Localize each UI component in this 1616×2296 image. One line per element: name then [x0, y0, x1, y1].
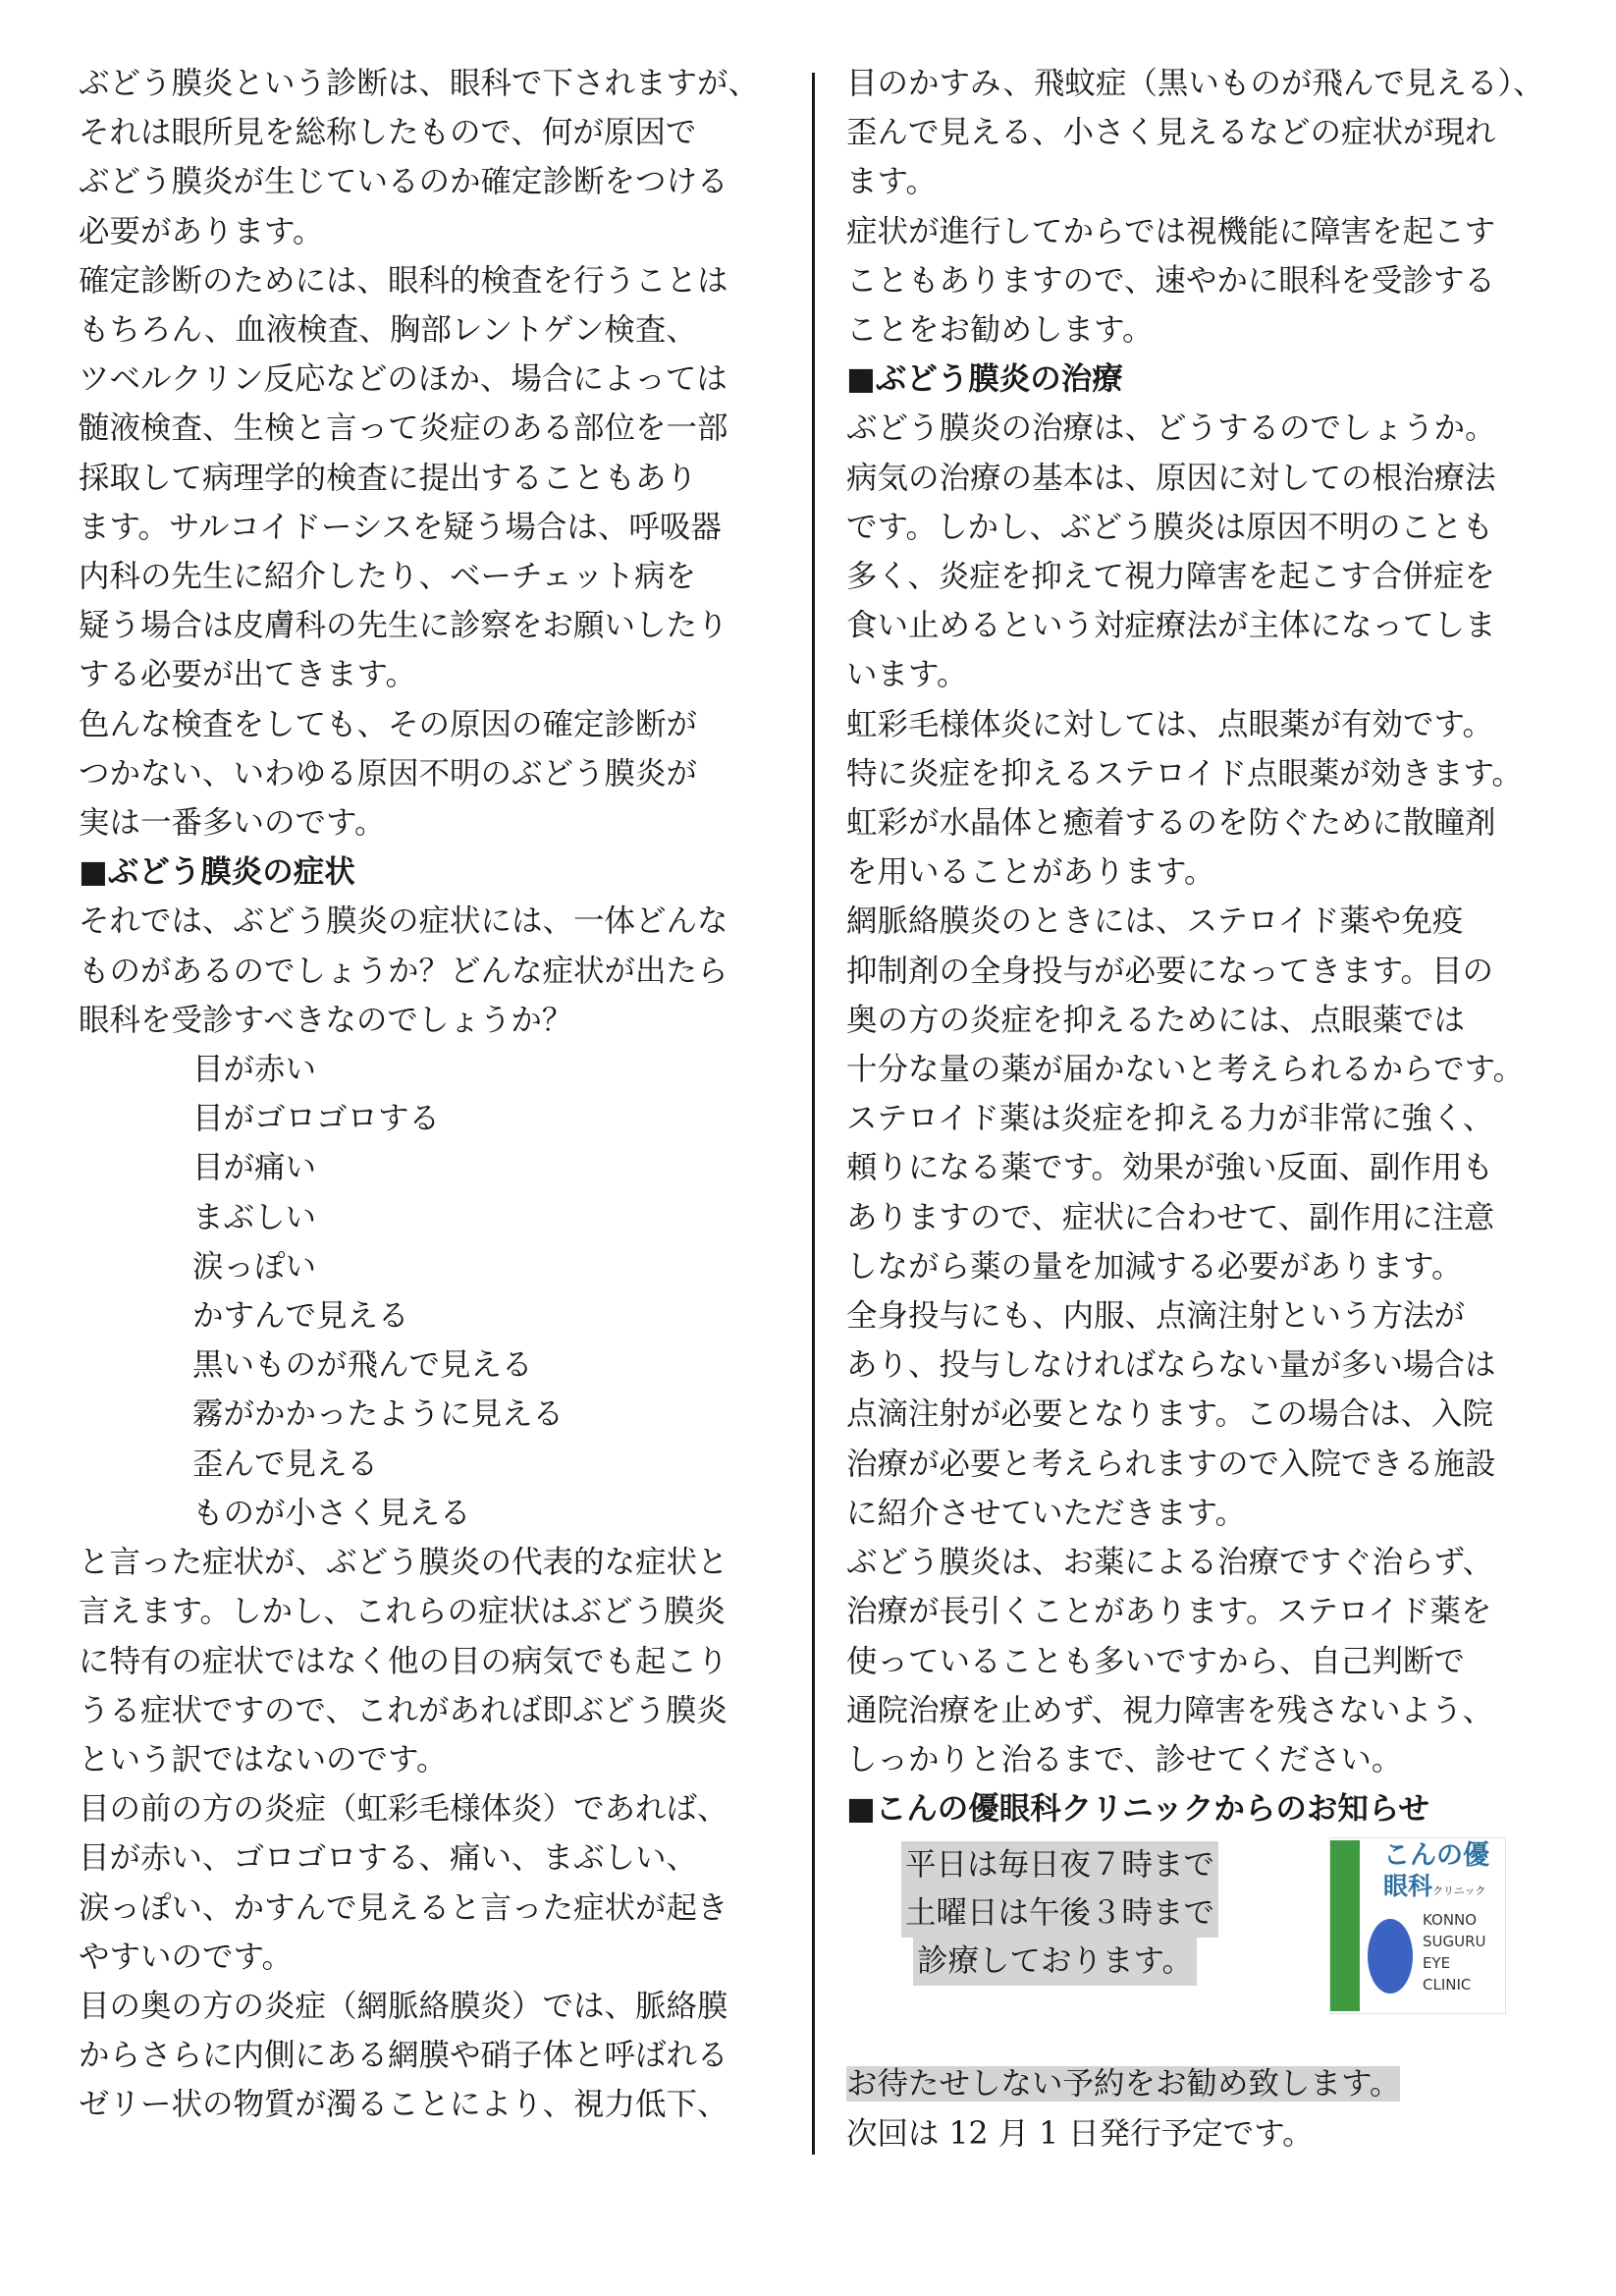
heading-treatment: ■ぶどう膜炎の治療 — [846, 360, 1123, 398]
paragraph-eye-drops: 虹彩毛様体炎に対しては、点眼薬が有効です。 特に炎症を抑えるステロイド点眼薬が効きます。 虹彩が水晶体と癒着するのを防ぐために散瞳剤 を用いることがあります。 — [846, 706, 1523, 891]
list-item: 歪んで見える — [192, 1446, 379, 1482]
list-item: かすんで見える — [192, 1298, 409, 1335]
paragraph-unknown-cause: 色んな検査をしても、その原因の確定診断が つかない、いわゆる原因不明のぶどう膜炎が 実は一番多いのです。 — [79, 706, 698, 842]
logo-blue-circle — [1368, 1919, 1413, 1994]
logo-name-line1: こんの優 — [1383, 1840, 1489, 1872]
column-divider — [812, 73, 815, 2155]
paragraph-infusion: 全身投与にも、内服、点滴注射という方法が あり、投与しなければならない量が多い場合は 点滴注射が必要となります。この場合は、入院 治療が必要と考えられますので入院できる施設 に紹介させていただきます。 — [846, 1298, 1496, 1531]
logo-green-bar — [1330, 1840, 1360, 2011]
hours-note: 診療しております。 — [913, 1938, 1197, 1986]
weekday-hours: 平日は毎日夜７時まで — [901, 1841, 1218, 1889]
paragraph-diagnosis: ぶどう膜炎という診断は、眼科で下されますが、 それは眼所見を総称したもので、何が原因で ぶどう膜炎が生じているのか確定診断をつける 必要があります。 — [79, 66, 760, 249]
right-column — [846, 59, 1568, 2159]
left-column — [79, 59, 795, 2130]
logo-clinic-small: クリニック — [1432, 1885, 1486, 1898]
paragraph-typical-symptoms: と言った症状が、ぶどう膜炎の代表的な症状と 言えます。しかし、これらの症状はぶどう膜炎 に特有の症状ではなく他の目の病気でも起こり うる症状ですので、これがあれば即ぶどう膜炎 という訳ではないのです。 — [79, 1545, 728, 1777]
paragraph-symptoms-continued: 目のかすみ、飛蚊症（黒いものが飛んで見える）、 歪んで見える、小さく見えるなどの症状が現れ ます。 — [846, 66, 1544, 200]
list-item: 目が赤い — [192, 1052, 317, 1088]
list-item: 目が痛い — [192, 1150, 317, 1186]
paragraph-treatment-basics: ぶどう膜炎の治療は、どうするのでしょうか。 病気の治療の基本は、原因に対しての根治療法 です。しかし、ぶどう膜炎は原因不明のことも 多く、炎症を抑えて視力障害を起こす合併症を 食い止めるという対症療法が主体になってしま います。 — [846, 410, 1496, 693]
symptom-list — [79, 1045, 795, 1538]
paragraph-see-doctor: 症状が進行してからでは視機能に障害を起こす こともありますので、速やかに眼科を受診する ことをお勧めします。 — [846, 213, 1496, 349]
logo-english-name: KONNO SUGURU EYE CLINIC — [1423, 1911, 1486, 1995]
list-item: 霧がかかったように見える — [192, 1396, 565, 1433]
logo-name-line2: 眼科クリニック — [1383, 1872, 1486, 1901]
list-item: 涙っぽい — [192, 1248, 317, 1285]
saturday-hours: 土曜日は午後３時まで — [901, 1889, 1218, 1938]
paragraph-symptoms-intro: それでは、ぶどう膜炎の症状には、一体どんな ものがあるのでしょうか？どんな症状が出たら 眼科を受診すべきなのでしょうか？ — [79, 903, 728, 1038]
list-item: 目がゴロゴロする — [192, 1101, 441, 1137]
clinic-logo — [1329, 1837, 1506, 2014]
heading-symptoms: ■ぶどう膜炎の症状 — [79, 853, 355, 891]
paragraph-tests: 確定診断のためには、眼科的検査を行うことは もちろん、血液検査、胸部レントゲン検査、 ツベルクリン反応などのほか、場合によっては 髄液検査、生検と言って炎症のある部位を一部 採取して病理学的検査に提出することもあり ます。サルコイドーシスを疑う場合は、呼吸器 内科の先生に紹介したり、ベーチェット病を 疑う場合は皮膚科の先生に診察をお願いしたり する必要が出てきます。 — [79, 262, 728, 693]
list-item: まぶしい — [192, 1199, 317, 1235]
list-item: 黒いものが飛んで見える — [192, 1347, 533, 1384]
paragraph-systemic-steroids: 網脈絡膜炎のときには、ステロイド薬や免疫 抑制剤の全身投与が必要になってきます。目の 奥の方の炎症を抑えるためには、点眼薬では 十分な量の薬が届かないと考えられるからです。 ステロイド薬は炎症を抑える力が非常に強く、 頼りになる薬です。効果が強い反面、副作用も ありますので、症状に合わせて、副作用に注意 しながら薬の量を加減する必要があります。 — [846, 903, 1525, 1285]
paragraph-posterior-inflammation: 目の奥の方の炎症（網脈絡膜炎）では、脈絡膜 からさらに内側にある網膜や硝子体と呼ばれる ゼリー状の物質が濁ることにより、視力低下、 — [79, 1988, 728, 2123]
paragraph-anterior-inflammation: 目の前の方の炎症（虹彩毛様体炎）であれば、 目が赤い、ゴロゴロする、痛い、まぶしい、 涙っぽい、かすんで見えると言った症状が起き やすいのです。 — [79, 1791, 728, 1975]
reservation-note: お待たせしない予約をお勧め致します。 — [846, 2066, 1401, 2103]
clinic-notice — [846, 1833, 1568, 2059]
next-issue-note: 次回は 12 月 1 日発行予定です。 — [846, 2115, 1314, 2152]
clinic-hours — [901, 1841, 1218, 1986]
heading-clinic-notice: ■こんの優眼科クリニックからのお知らせ — [846, 1790, 1429, 1828]
list-item: ものが小さく見える — [192, 1495, 471, 1531]
paragraph-continue-treatment: ぶどう膜炎は、お薬による治療ですぐ治らず、 治療が長引くことがあります。ステロイド薬を 使っていることも多いですから、自己判断で 通院治療を止めず、視力障害を残さないよう、 しっかりと治るまで、診せてください。 — [846, 1545, 1493, 1777]
